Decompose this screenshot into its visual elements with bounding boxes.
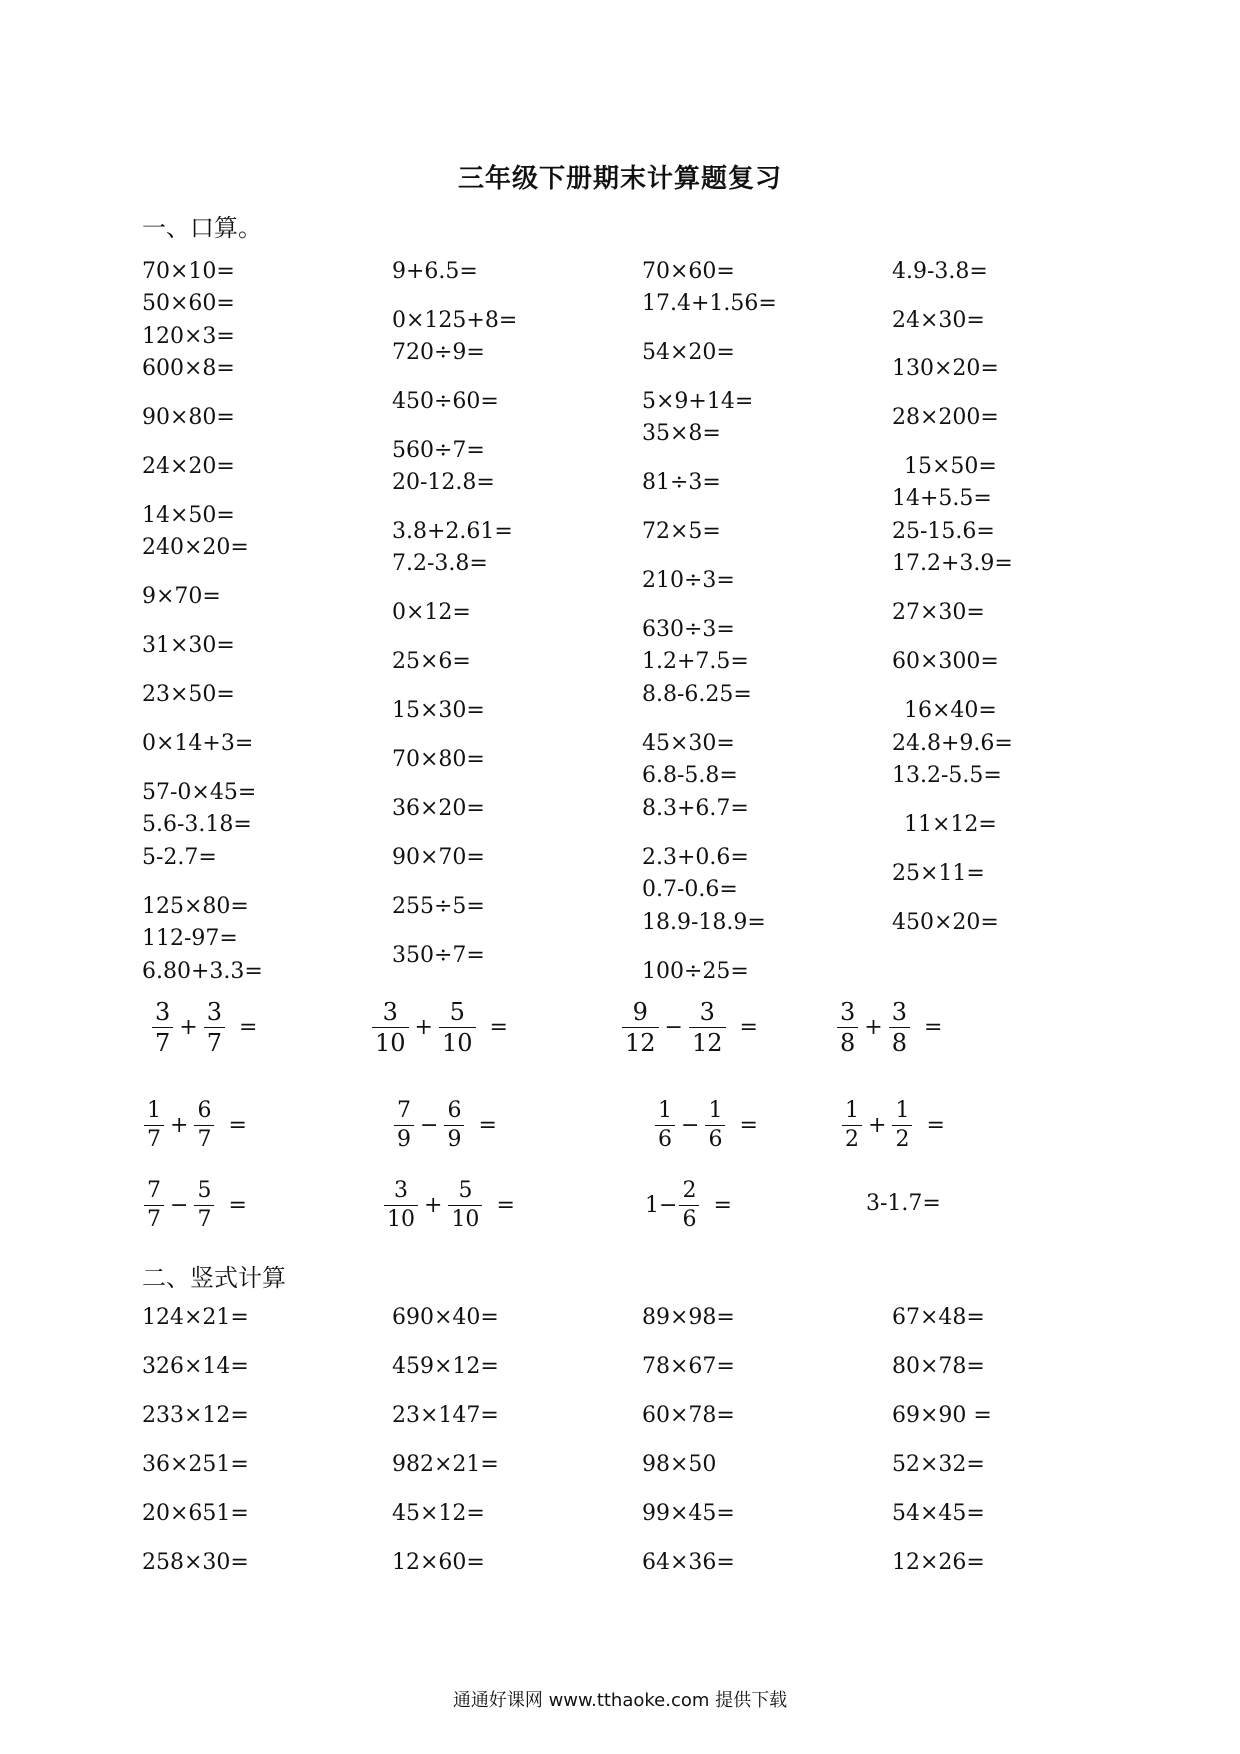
vertical-problem: 258×30= bbox=[142, 1550, 249, 1575]
denominator: 10 bbox=[384, 1205, 418, 1231]
operator: + bbox=[179, 1015, 198, 1040]
fraction-problem bbox=[866, 1191, 941, 1216]
vertical-problem: 98×50 bbox=[642, 1452, 717, 1477]
oral-problem: 50×60= bbox=[142, 291, 235, 316]
oral-problem: 5.6-3.18= bbox=[142, 812, 252, 837]
oral-problem: 57-0×45= bbox=[142, 780, 257, 805]
oral-problem: 112-97= bbox=[142, 926, 238, 951]
denominator: 2 bbox=[892, 1125, 912, 1151]
oral-problem: 28×200= bbox=[892, 405, 999, 430]
fraction bbox=[448, 1180, 482, 1231]
vertical-problem: 80×78= bbox=[892, 1354, 985, 1379]
fraction bbox=[837, 1000, 858, 1055]
fraction bbox=[705, 1100, 725, 1151]
fraction bbox=[394, 1100, 414, 1151]
fraction bbox=[384, 1180, 418, 1231]
oral-problem: 24×20= bbox=[142, 454, 235, 479]
oral-problem: 120×3= bbox=[142, 324, 235, 349]
numerator: 3 bbox=[394, 1178, 408, 1203]
equals-sign: = bbox=[713, 1193, 732, 1218]
numerator: 3 bbox=[891, 998, 907, 1026]
expression-text: 3-1.7= bbox=[866, 1191, 941, 1216]
operator: − bbox=[420, 1113, 439, 1138]
oral-problem: 27×30= bbox=[892, 600, 985, 625]
fraction bbox=[194, 1180, 214, 1231]
numerator: 1 bbox=[845, 1098, 859, 1123]
oral-problem: 36×20= bbox=[392, 796, 485, 821]
oral-problem: 90×80= bbox=[142, 405, 235, 430]
numerator: 3 bbox=[699, 998, 715, 1026]
equals-sign: = bbox=[926, 1113, 945, 1138]
equals-sign: = bbox=[239, 1015, 258, 1040]
numerator: 5 bbox=[197, 1178, 212, 1203]
oral-problem: 560÷7= bbox=[392, 438, 485, 463]
numerator: 9 bbox=[632, 998, 648, 1026]
vertical-problem: 459×12= bbox=[392, 1354, 499, 1379]
fraction-problem bbox=[620, 1000, 762, 1055]
equals-sign: = bbox=[924, 1015, 943, 1040]
fraction-problem bbox=[645, 1180, 736, 1231]
oral-problem: 5-2.7= bbox=[142, 845, 217, 870]
oral-problem: 31×30= bbox=[142, 633, 235, 658]
oral-problem: 35×8= bbox=[642, 421, 721, 446]
vertical-problem: 78×67= bbox=[642, 1354, 735, 1379]
denominator: 10 bbox=[372, 1027, 409, 1055]
operator: − bbox=[681, 1113, 700, 1138]
oral-problem: 130×20= bbox=[892, 356, 999, 381]
denominator: 6 bbox=[655, 1125, 675, 1151]
fraction-problem bbox=[142, 1100, 251, 1151]
oral-problem: 14+5.5= bbox=[892, 486, 992, 511]
fraction bbox=[144, 1180, 164, 1231]
numerator: 2 bbox=[682, 1178, 697, 1203]
oral-problem: 0×125+8= bbox=[392, 308, 518, 333]
oral-problem: 17.2+3.9= bbox=[892, 551, 1013, 576]
fraction bbox=[892, 1100, 912, 1151]
fraction-problem bbox=[835, 1000, 946, 1055]
fraction-problem bbox=[150, 1000, 261, 1055]
vertical-problem: 690×40= bbox=[392, 1305, 499, 1330]
numerator: 3 bbox=[382, 998, 398, 1026]
oral-problem: 450÷60= bbox=[392, 389, 499, 414]
vertical-problem: 64×36= bbox=[642, 1550, 735, 1575]
oral-problem: 5×9+14= bbox=[642, 389, 754, 414]
section-vertical-heading: 二、竖式计算 bbox=[142, 1264, 286, 1292]
denominator: 2 bbox=[842, 1125, 862, 1151]
oral-problem: 350÷7= bbox=[392, 943, 485, 968]
footer-text: 通通好课网 www.tthaoke.com 提供下载 bbox=[452, 1690, 788, 1711]
oral-problem: 450×20= bbox=[892, 910, 999, 935]
vertical-problem: 124×21= bbox=[142, 1305, 249, 1330]
numerator: 7 bbox=[147, 1178, 161, 1203]
fraction bbox=[372, 1000, 409, 1055]
vertical-problem: 60×78= bbox=[642, 1403, 735, 1428]
oral-problem: 90×70= bbox=[392, 845, 485, 870]
fraction bbox=[204, 1000, 225, 1055]
vertical-problem: 99×45= bbox=[642, 1501, 735, 1526]
vertical-problem: 982×21= bbox=[392, 1452, 499, 1477]
oral-problem: 8.8-6.25= bbox=[642, 682, 752, 707]
vertical-problem: 89×98= bbox=[642, 1305, 735, 1330]
fraction bbox=[144, 1100, 164, 1151]
oral-problem: 45×30= bbox=[642, 731, 735, 756]
fraction bbox=[689, 1000, 726, 1055]
oral-problem: 14×50= bbox=[142, 503, 235, 528]
oral-problem: 0×14+3= bbox=[142, 731, 254, 756]
fraction-problem bbox=[142, 1180, 251, 1231]
operator: + bbox=[414, 1015, 433, 1040]
oral-problem: 210÷3= bbox=[642, 568, 735, 593]
oral-problem: 0.7-0.6= bbox=[642, 877, 738, 902]
operator: + bbox=[864, 1015, 883, 1040]
denominator: 6 bbox=[705, 1125, 725, 1151]
vertical-problem: 23×147= bbox=[392, 1403, 499, 1428]
oral-problem: 70×10= bbox=[142, 259, 235, 284]
numerator: 5 bbox=[458, 1178, 473, 1203]
oral-problem: 54×20= bbox=[642, 340, 735, 365]
oral-problem: 60×300= bbox=[892, 649, 999, 674]
oral-problem: 255÷5= bbox=[392, 894, 485, 919]
operator: − bbox=[170, 1193, 189, 1218]
oral-problem: 3.8+2.61= bbox=[392, 519, 513, 544]
denominator: 7 bbox=[152, 1027, 173, 1055]
operator: − bbox=[664, 1015, 683, 1040]
numerator: 6 bbox=[447, 1098, 462, 1123]
equals-sign: = bbox=[739, 1015, 758, 1040]
vertical-problem: 326×14= bbox=[142, 1354, 249, 1379]
oral-problem: 8.3+6.7= bbox=[642, 796, 749, 821]
oral-problem: 15×50= bbox=[904, 454, 997, 479]
oral-problem: 100÷25= bbox=[642, 959, 749, 984]
expression-lead: 1− bbox=[645, 1193, 678, 1218]
oral-problem: 6.8-5.8= bbox=[642, 763, 738, 788]
numerator: 3 bbox=[206, 998, 222, 1026]
oral-problem: 240×20= bbox=[142, 535, 249, 560]
oral-problem: 9+6.5= bbox=[392, 259, 478, 284]
denominator: 7 bbox=[194, 1205, 214, 1231]
oral-problem: 15×30= bbox=[392, 698, 485, 723]
denominator: 10 bbox=[439, 1027, 476, 1055]
oral-problem: 9×70= bbox=[142, 584, 221, 609]
oral-problem: 18.9-18.9= bbox=[642, 910, 766, 935]
oral-problem: 25-15.6= bbox=[892, 519, 995, 544]
operator: + bbox=[868, 1113, 887, 1138]
numerator: 1 bbox=[895, 1098, 910, 1123]
oral-problem: 24.8+9.6= bbox=[892, 731, 1013, 756]
operator: + bbox=[424, 1193, 443, 1218]
equals-sign: = bbox=[739, 1113, 758, 1138]
page-title: 三年级下册期末计算题复习 bbox=[457, 164, 782, 194]
oral-problem: 70×80= bbox=[392, 747, 485, 772]
numerator: 3 bbox=[155, 998, 171, 1026]
oral-problem: 720÷9= bbox=[392, 340, 485, 365]
fraction bbox=[842, 1100, 862, 1151]
denominator: 7 bbox=[144, 1205, 164, 1231]
oral-problem: 17.4+1.56= bbox=[642, 291, 777, 316]
denominator: 7 bbox=[194, 1125, 214, 1151]
fraction-problem bbox=[370, 1000, 512, 1055]
oral-problem: 81÷3= bbox=[642, 470, 721, 495]
fraction bbox=[655, 1100, 675, 1151]
oral-problem: 2.3+0.6= bbox=[642, 845, 749, 870]
numerator: 1 bbox=[708, 1098, 723, 1123]
oral-problem: 7.2-3.8= bbox=[392, 551, 488, 576]
oral-problem: 0×12= bbox=[392, 600, 471, 625]
oral-problem: 4.9-3.8= bbox=[892, 259, 988, 284]
oral-problem: 25×6= bbox=[392, 649, 471, 674]
oral-problem: 25×11= bbox=[892, 861, 985, 886]
oral-problem: 1.2+7.5= bbox=[642, 649, 749, 674]
oral-problem: 6.80+3.3= bbox=[142, 959, 263, 984]
operator: + bbox=[170, 1113, 189, 1138]
fraction-problem bbox=[653, 1100, 762, 1151]
numerator: 7 bbox=[397, 1098, 411, 1123]
denominator: 6 bbox=[679, 1205, 699, 1231]
denominator: 10 bbox=[448, 1205, 482, 1231]
numerator: 6 bbox=[197, 1098, 212, 1123]
denominator: 8 bbox=[837, 1027, 858, 1055]
oral-problem: 23×50= bbox=[142, 682, 235, 707]
oral-problem: 125×80= bbox=[142, 894, 249, 919]
denominator: 7 bbox=[144, 1125, 164, 1151]
vertical-problem: 20×651= bbox=[142, 1501, 249, 1526]
vertical-problem: 54×45= bbox=[892, 1501, 985, 1526]
oral-problem: 72×5= bbox=[642, 519, 721, 544]
oral-problem: 24×30= bbox=[892, 308, 985, 333]
fraction bbox=[622, 1000, 659, 1055]
fraction bbox=[439, 1000, 476, 1055]
vertical-problem: 36×251= bbox=[142, 1452, 249, 1477]
oral-problem: 630÷3= bbox=[642, 617, 735, 642]
fraction-problem bbox=[382, 1180, 519, 1231]
fraction bbox=[194, 1100, 214, 1151]
denominator: 12 bbox=[689, 1027, 726, 1055]
fraction bbox=[152, 1000, 173, 1055]
equals-sign: = bbox=[496, 1193, 515, 1218]
numerator: 5 bbox=[449, 998, 465, 1026]
section-oral-heading: 一、口算。 bbox=[142, 214, 262, 242]
oral-problem: 13.2-5.5= bbox=[892, 763, 1002, 788]
vertical-problem: 69×90 = bbox=[892, 1403, 992, 1428]
oral-problem: 11×12= bbox=[904, 812, 997, 837]
equals-sign: = bbox=[478, 1113, 497, 1138]
vertical-problem: 233×12= bbox=[142, 1403, 249, 1428]
fraction-problem bbox=[840, 1100, 949, 1151]
denominator: 9 bbox=[394, 1125, 414, 1151]
equals-sign: = bbox=[228, 1113, 247, 1138]
vertical-problem: 45×12= bbox=[392, 1501, 485, 1526]
denominator: 7 bbox=[204, 1027, 225, 1055]
equals-sign: = bbox=[228, 1193, 247, 1218]
fraction bbox=[444, 1100, 464, 1151]
oral-problem: 20-12.8= bbox=[392, 470, 495, 495]
oral-problem: 70×60= bbox=[642, 259, 735, 284]
numerator: 3 bbox=[840, 998, 856, 1026]
denominator: 8 bbox=[889, 1027, 910, 1055]
numerator: 1 bbox=[147, 1098, 161, 1123]
vertical-problem: 12×60= bbox=[392, 1550, 485, 1575]
numerator: 1 bbox=[658, 1098, 672, 1123]
fraction-problem bbox=[392, 1100, 501, 1151]
vertical-problem: 12×26= bbox=[892, 1550, 985, 1575]
denominator: 12 bbox=[622, 1027, 659, 1055]
denominator: 9 bbox=[444, 1125, 464, 1151]
vertical-problem: 67×48= bbox=[892, 1305, 985, 1330]
fraction bbox=[889, 1000, 910, 1055]
oral-problem: 600×8= bbox=[142, 356, 235, 381]
oral-problem: 16×40= bbox=[904, 698, 997, 723]
equals-sign: = bbox=[489, 1015, 508, 1040]
fraction bbox=[679, 1180, 699, 1231]
vertical-problem: 52×32= bbox=[892, 1452, 985, 1477]
